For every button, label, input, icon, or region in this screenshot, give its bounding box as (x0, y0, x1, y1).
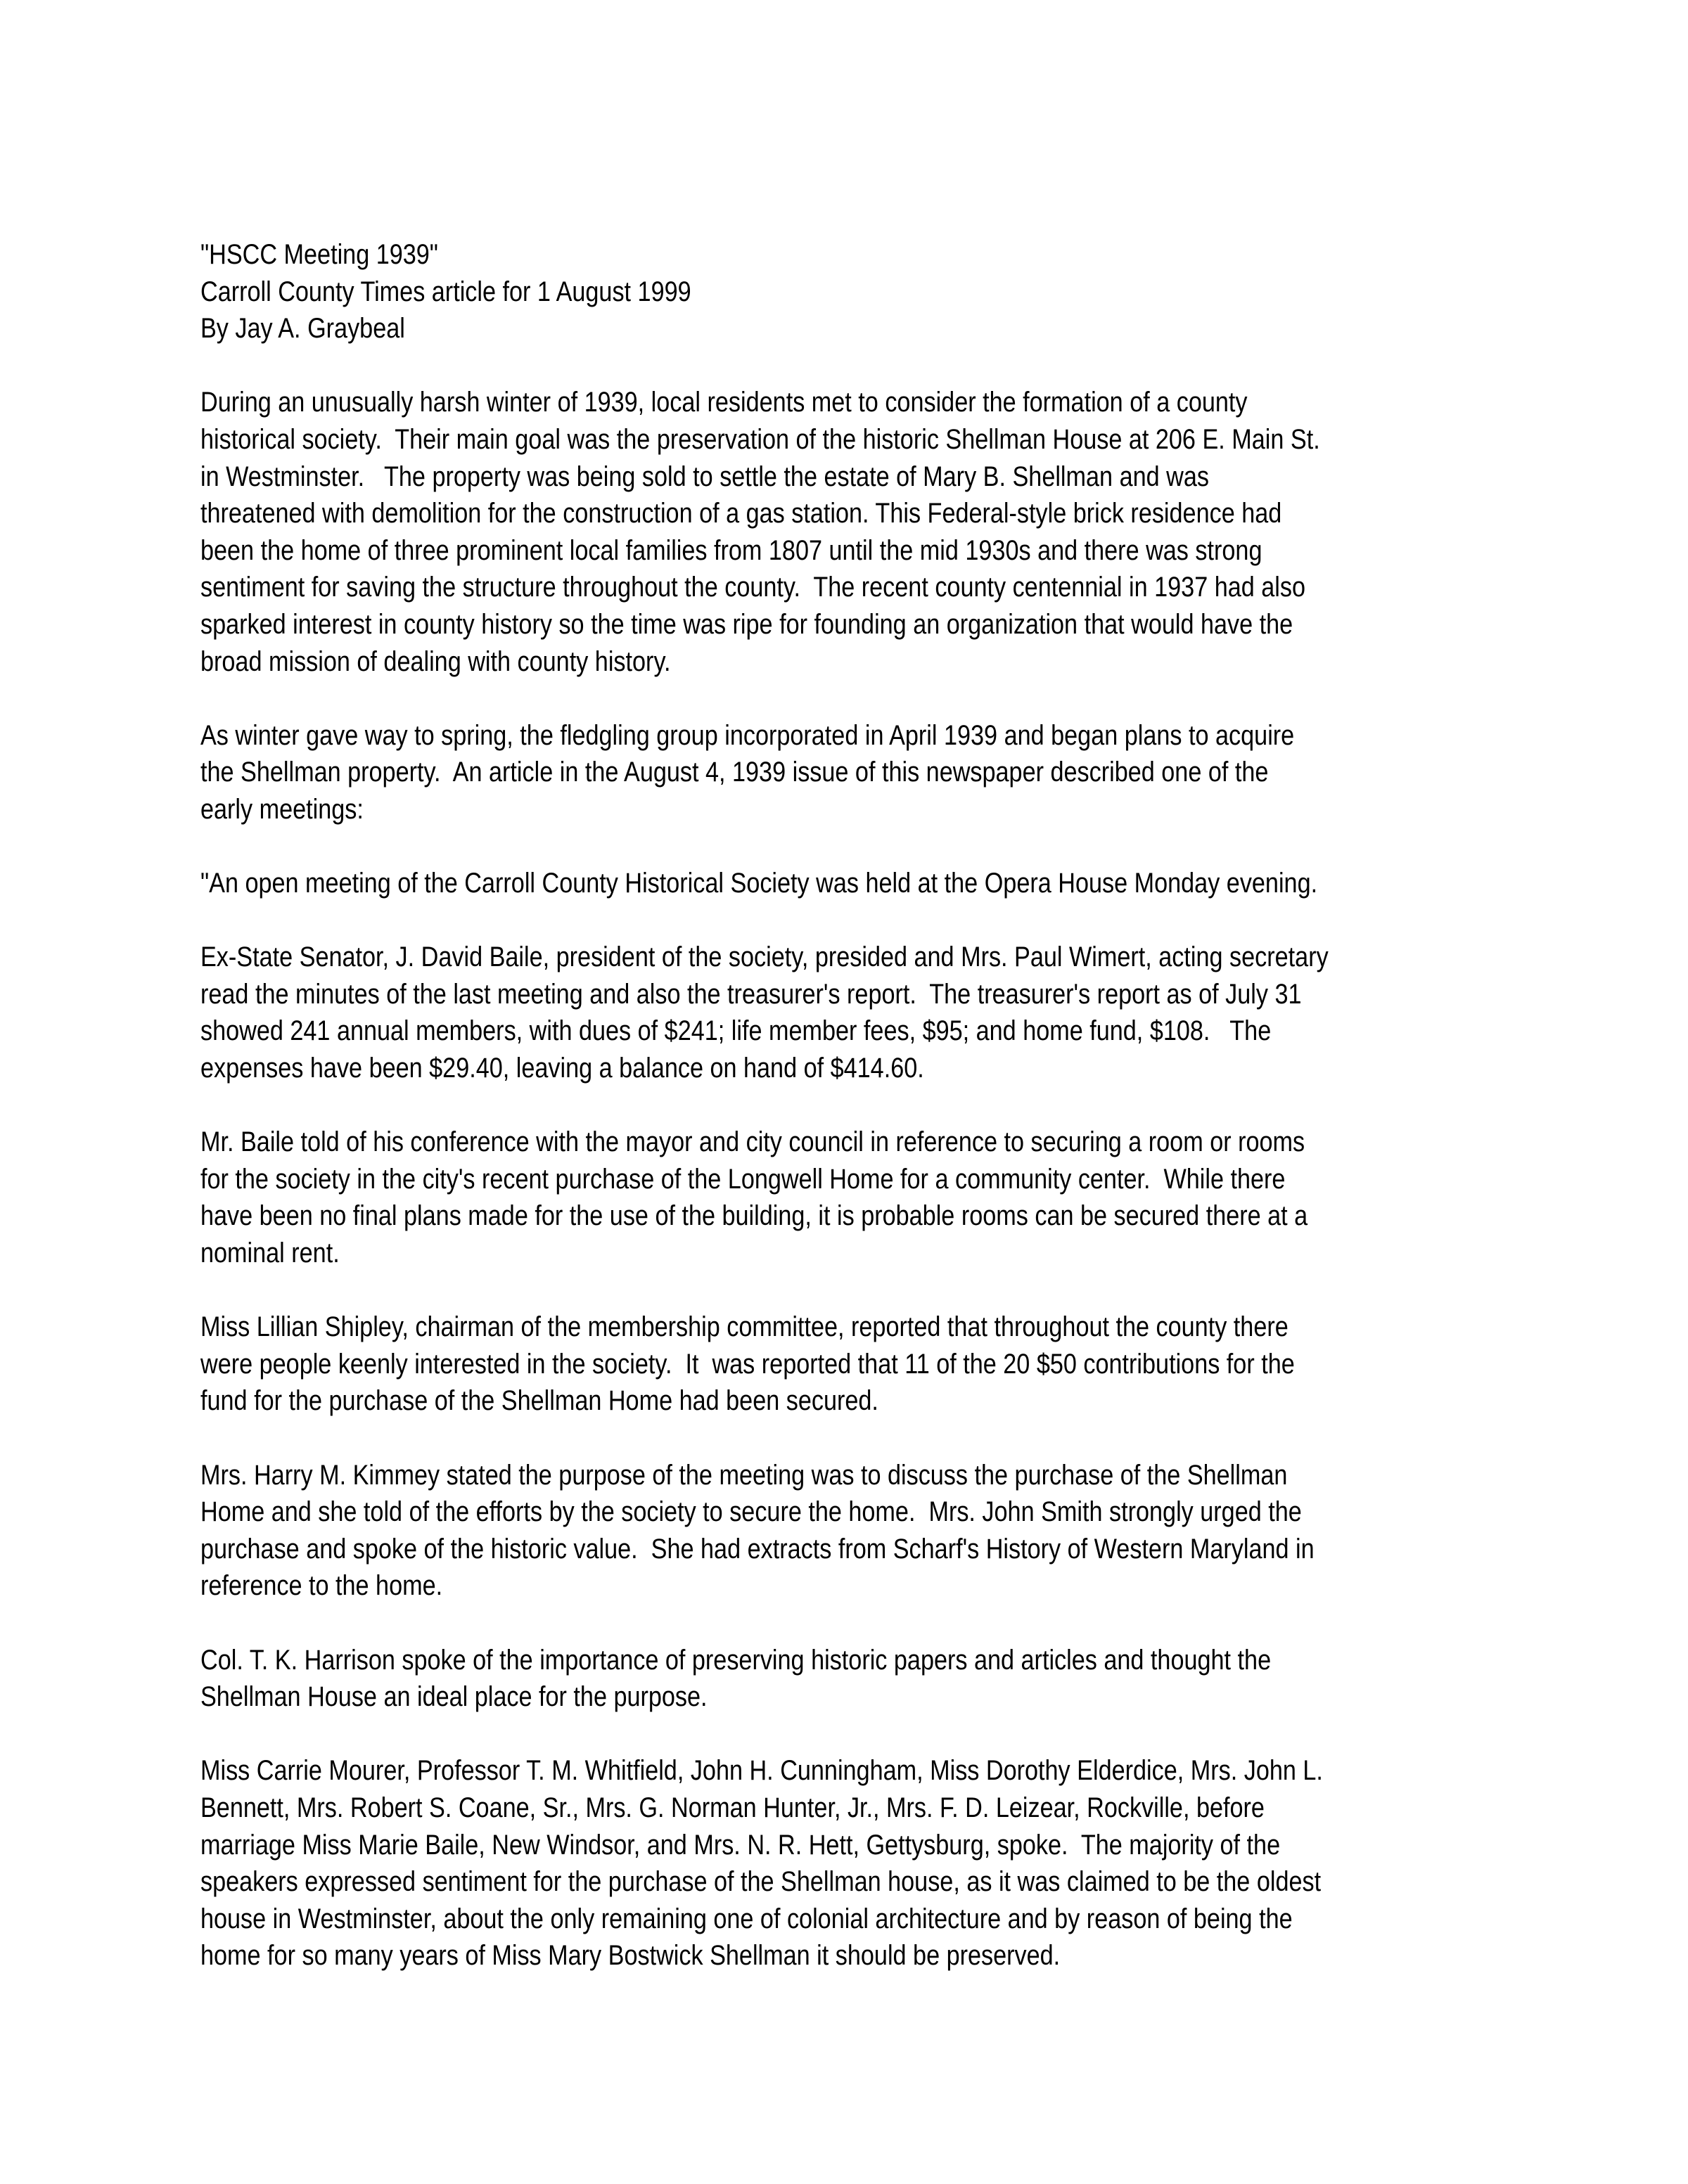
paragraphs (200, 384, 1523, 1974)
paragraph-line: been the home of three prominent local families from 1807 until the mid 1930s and there was strong (200, 534, 1262, 566)
paragraph-line: early meetings: (200, 793, 364, 825)
paragraph-line: sentiment for saving the structure throughout the county. The recent county centennial in 1937 had also (200, 572, 1306, 603)
paragraph-kimmey (200, 1457, 1523, 1605)
paragraph-line: nominal rent. (200, 1238, 340, 1269)
paragraph-line: historical society. Their main goal was the preservation of the historic Shellman House at 206 E. Main St. (200, 423, 1320, 455)
paragraph-line: showed 241 annual members, with dues of $241; life member fees, $95; and home fund, $108. The (200, 1015, 1272, 1047)
paragraph-treasurer (200, 939, 1523, 1086)
paragraph-line: During an unusually harsh winter of 1939, local residents met to consider the formation of a county (200, 387, 1248, 418)
paragraph-line: Miss Carrie Mourer, Professor T. M. Whitfield, John H. Cunningham, Miss Dorothy Elderdice, Mrs. John L. (200, 1755, 1323, 1787)
paragraph-line: for the society in the city's recent purchase of the Longwell Home for a community center. While there (200, 1163, 1286, 1195)
paragraph-intro (200, 384, 1523, 680)
paragraph-shipley (200, 1309, 1523, 1420)
paragraph-line: were people keenly interested in the society. It was reported that 11 of the 20 $50 contributions for the (200, 1348, 1295, 1380)
paragraph-line: speakers expressed sentiment for the purchase of the Shellman house, as it was claimed to be the oldest (200, 1866, 1322, 1898)
byline: By Jay A. Graybeal (200, 313, 405, 345)
paragraph-line: threatened with demolition for the construction of a gas station. This Federal-style brick residence had (200, 498, 1282, 529)
paragraph-line: Mr. Baile told of his conference with the mayor and city council in reference to securing a room or rooms (200, 1126, 1305, 1158)
paragraph-line: "An open meeting of the Carroll County Historical Society was held at the Opera House Monday evening. (200, 868, 1318, 899)
paragraph-spacer (200, 1272, 1523, 1309)
paragraph-spacer (200, 902, 1523, 939)
article-title: "HSCC Meeting 1939" (200, 239, 438, 270)
paragraph-line: house in Westminster, about the only remaining one of colonial architecture and by reason of being the (200, 1903, 1293, 1934)
paragraph-baile-conference (200, 1124, 1523, 1271)
paragraph-line: Miss Lillian Shipley, chairman of the membership committee, reported that throughout the county there (200, 1311, 1289, 1343)
spacer (200, 347, 1523, 385)
paragraph-line: broad mission of dealing with county history. (200, 645, 671, 677)
paragraph-line: Col. T. K. Harrison spoke of the importance of preserving historic papers and articles and thought the (200, 1644, 1272, 1676)
paragraph-line: As winter gave way to spring, the fledgling group incorporated in April 1939 and began plans to acquire (200, 719, 1295, 751)
paragraph-line: Shellman House an ideal place for the purpose. (200, 1681, 708, 1713)
paragraph-speakers (200, 1752, 1523, 1974)
paragraph-line: Mrs. Harry M. Kimmey stated the purpose of the meeting was to discuss the purchase of the Shellman (200, 1459, 1288, 1491)
paragraph-line: purchase and spoke of the historic value. She had extracts from Scharf's History of Western Maryland in (200, 1533, 1315, 1565)
paragraph-spacer (200, 1716, 1523, 1753)
paragraph-line: sparked interest in county history so the time was ripe for founding an organization that would have the (200, 608, 1293, 640)
paragraph-spacer (200, 1420, 1523, 1457)
paragraph-spacer (200, 1087, 1523, 1124)
paragraph-line: fund for the purchase of the Shellman Home had been secured. (200, 1385, 878, 1417)
paragraph-line: Home and she told of the efforts by the society to secure the home. Mrs. John Smith strongly urged the (200, 1496, 1302, 1528)
paragraph-spring (200, 717, 1523, 828)
paragraph-line: reference to the home. (200, 1570, 443, 1602)
paragraph-line: read the minutes of the last meeting and also the treasurer's report. The treasurer's report as of July 31 (200, 978, 1302, 1010)
paragraph-spacer (200, 828, 1523, 866)
paragraph-harrison (200, 1642, 1523, 1716)
paragraph-line: in Westminster. The property was being sold to settle the estate of Mary B. Shellman and was (200, 461, 1209, 492)
paragraph-line: marriage Miss Marie Baile, New Windsor, and Mrs. N. R. Hett, Gettysburg, spoke. The majority of the (200, 1829, 1281, 1861)
paragraph-line: Bennett, Mrs. Robert S. Coane, Sr., Mrs. G. Norman Hunter, Jr., Mrs. F. D. Leizear, Rockville, before (200, 1792, 1265, 1823)
paragraph-line: Ex-State Senator, J. David Baile, president of the society, presided and Mrs. Paul Wimert, acting secretary (200, 942, 1329, 973)
paragraph-line: the Shellman property. An article in the August 4, 1939 issue of this newspaper described one of the (200, 757, 1269, 788)
article-body (200, 236, 1523, 1974)
paragraph-quote-open (200, 865, 1523, 902)
paragraph-line: home for so many years of Miss Mary Bostwick Shellman it should be preserved. (200, 1940, 1061, 1972)
paragraph-line: expenses have been $29.40, leaving a balance on hand of $414.60. (200, 1053, 924, 1084)
paragraph-line: have been no final plans made for the use of the building, it is probable rooms can be secured there at a (200, 1200, 1308, 1232)
paragraph-spacer (200, 680, 1523, 717)
publication-line: Carroll County Times article for 1 August 1999 (200, 276, 691, 307)
paragraph-spacer (200, 1605, 1523, 1642)
